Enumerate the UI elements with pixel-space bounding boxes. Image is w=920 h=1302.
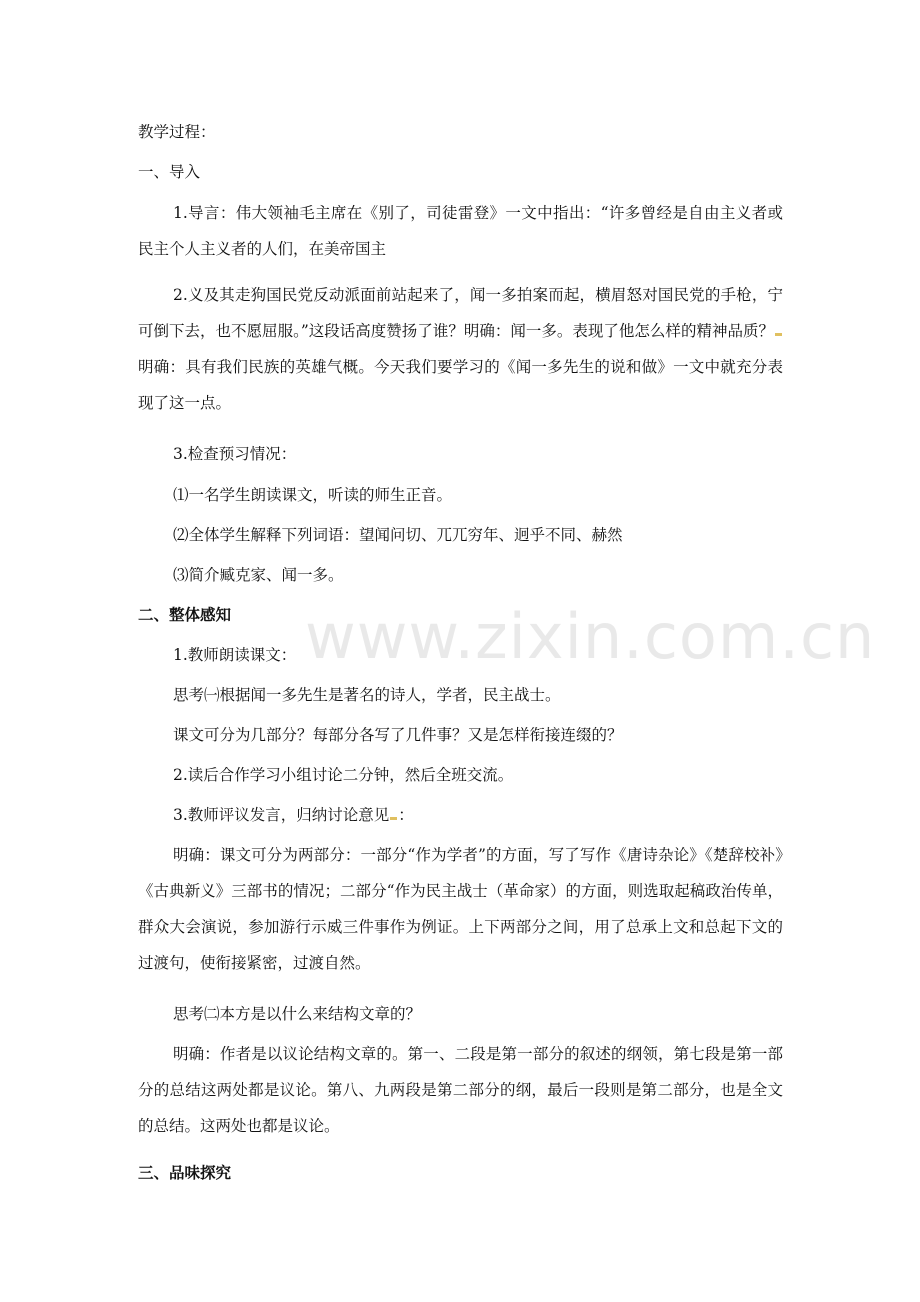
section-2-paragraph-3: 课文可分为几部分？每部分各写了几件事？又是怎样衔接连缀的？ — [173, 726, 623, 744]
section-2-paragraph-2: 思考㈠根据闻一多先生是著名的诗人，学者，民主战士。 — [173, 686, 561, 704]
section-2-paragraph-1: 1.教师朗读课文： — [173, 646, 297, 664]
section-3-title: 三、品味探究 — [138, 1163, 232, 1182]
preview-item-2: ⑵全体学生解释下列词语：望闻问切、兀兀穷年、迥乎不同、赫然 — [173, 526, 623, 544]
preview-item-1: ⑴一名学生朗读课文，听读的师生正音。 — [173, 486, 453, 504]
paragraph-5-text: 3.教师评议发言，归纳讨论意见 — [173, 806, 390, 824]
section-1-paragraph-3: 3.检查预习情况： — [173, 445, 297, 463]
highlight-mark — [390, 817, 397, 820]
section-2-paragraph-6: 明确：课文可分为两部分：一部分“作为学者”的方面，写了写作《唐诗杂论》《楚辞校补》《古典新义》三部书的情况；二部分“作为民主战士（革命家）的方面，则选取起稿政治传单，群众大会演说，参加游行示威三件事作为例证。上下两部分之间，用了总承上文和总起下文的过渡句，使衔接紧密，过渡自然。 — [138, 846, 783, 972]
section-2-paragraph-5 — [138, 797, 783, 833]
section-1-paragraph-2 — [138, 277, 783, 421]
section-2-paragraph-7: 思考㈡本方是以什么来结构文章的？ — [173, 1005, 422, 1023]
preview-item-3: ⑶简介臧克家、闻一多。 — [173, 566, 344, 584]
highlight-mark — [775, 333, 782, 336]
section-2-paragraph-4: 2.读后合作学习小组讨论二分钟，然后全班交流。 — [173, 766, 514, 784]
watermark: www.zixin.com.cn — [305, 600, 876, 673]
process-heading: 教学过程： — [138, 123, 216, 141]
paragraph-2-part-b: 明确：具有我们民族的英雄气概。今天我们要学习的《闻一多先生的说和做》一文中就充分表现了这一点。 — [138, 358, 783, 412]
section-1-paragraph-1: 1.导言：伟大领袖毛主席在《别了，司徒雷登》一文中指出：“许多曾经是自由主义者或民主个人主义者的人们，在美帝国主 — [138, 204, 783, 258]
section-2-title: 二、整体感知 — [138, 605, 232, 624]
paragraph-2-part-a: 2.义及其走狗国民党反动派面前站起来了，闻一多拍案而起，横眉怒对国民党的手枪，宁可倒下去，也不愿屈服。”这段话高度赞扬了谁？明确：闻一多。表现了他怎么样的精神品质？ — [138, 286, 783, 340]
section-1-title: 一、导入 — [138, 163, 201, 181]
section-2-paragraph-8: 明确：作者是以议论结构文章的。第一、二段是第一部分的叙述的纲领，第七段是第一部分的总结这两处都是议论。第八、九两段是第二部分的纲，最后一段则是第二部分，也是全文的总结。这两处也都是议论。 — [138, 1045, 783, 1135]
paragraph-5-end: ： — [398, 806, 414, 824]
